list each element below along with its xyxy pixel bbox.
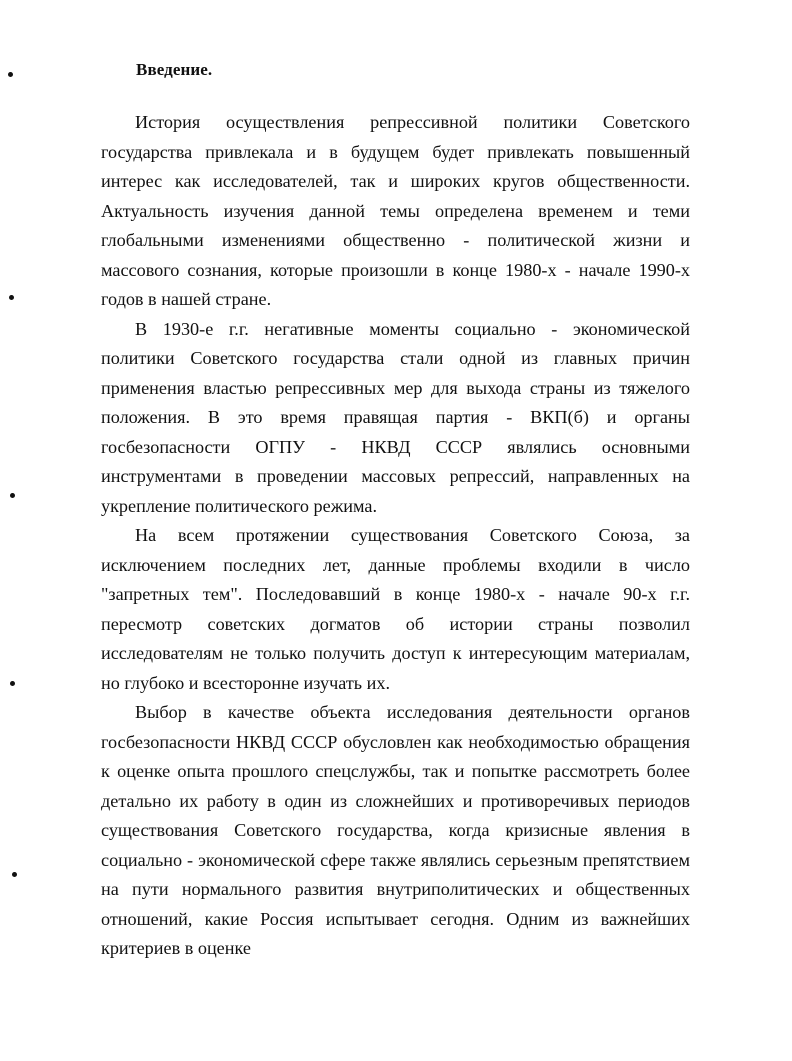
margin-dot-icon [10, 493, 15, 498]
margin-dot-icon [9, 295, 14, 300]
paragraph-1: История осуществления репрессивной политики Советского государства привлекала и в будущем будет привлекать повышенный интерес как исследователей, так и широких кругов общественности. Актуальность изучения данной темы определена временем и теми глобальными изменениями общественно - политической жизни и массового сознания, которые произошли в конце 1980-х - начале 1990-х годов в нашей стране. [101, 112, 690, 309]
margin-dot-icon [8, 72, 13, 77]
paragraph-4: Выбор в качестве объекта исследования деятельности органов госбезопасности НКВД СССР обусловлен как необходимостью обращения к оценке опыта прошлого спецслужбы, так и попытке рассмотреть более детально их работу в один из сложнейших и противоречивых периодов существования Советского государства, когда кризисные явления в социально - экономической сфере также являлись серьезным препятствием на пути нормального развития внутриполитических и общественных отношений, какие Россия испытывает сегодня. Одним из важнейших критериев в оценке [101, 702, 690, 958]
paragraph-2: В 1930-е г.г. негативные моменты социально - экономической политики Советского государства стали одной из главных причин применения властью репрессивных мер для выхода страны из тяжелого положения. В это время правящая партия - ВКП(б) и органы госбезопасности ОГПУ - НКВД СССР являлись основными инструментами в проведении массовых репрессий, направленных на укрепление политического режима. [101, 318, 690, 516]
body-text [101, 108, 690, 964]
margin-dot-icon [12, 872, 17, 877]
margin-dot-icon [10, 681, 15, 686]
paragraph-3: На всем протяжении существования Советского Союза, за исключением последних лет, данные проблемы входили в число "запретных тем". Последовавший в конце 1980-х - начале 90-х г.г. пересмотр советских догматов об истории страны позволил исследователям не только получить доступ к интересующим материалам, но глубоко и всесторонне изучать их. [101, 525, 690, 693]
section-heading: Введение. [136, 60, 213, 79]
